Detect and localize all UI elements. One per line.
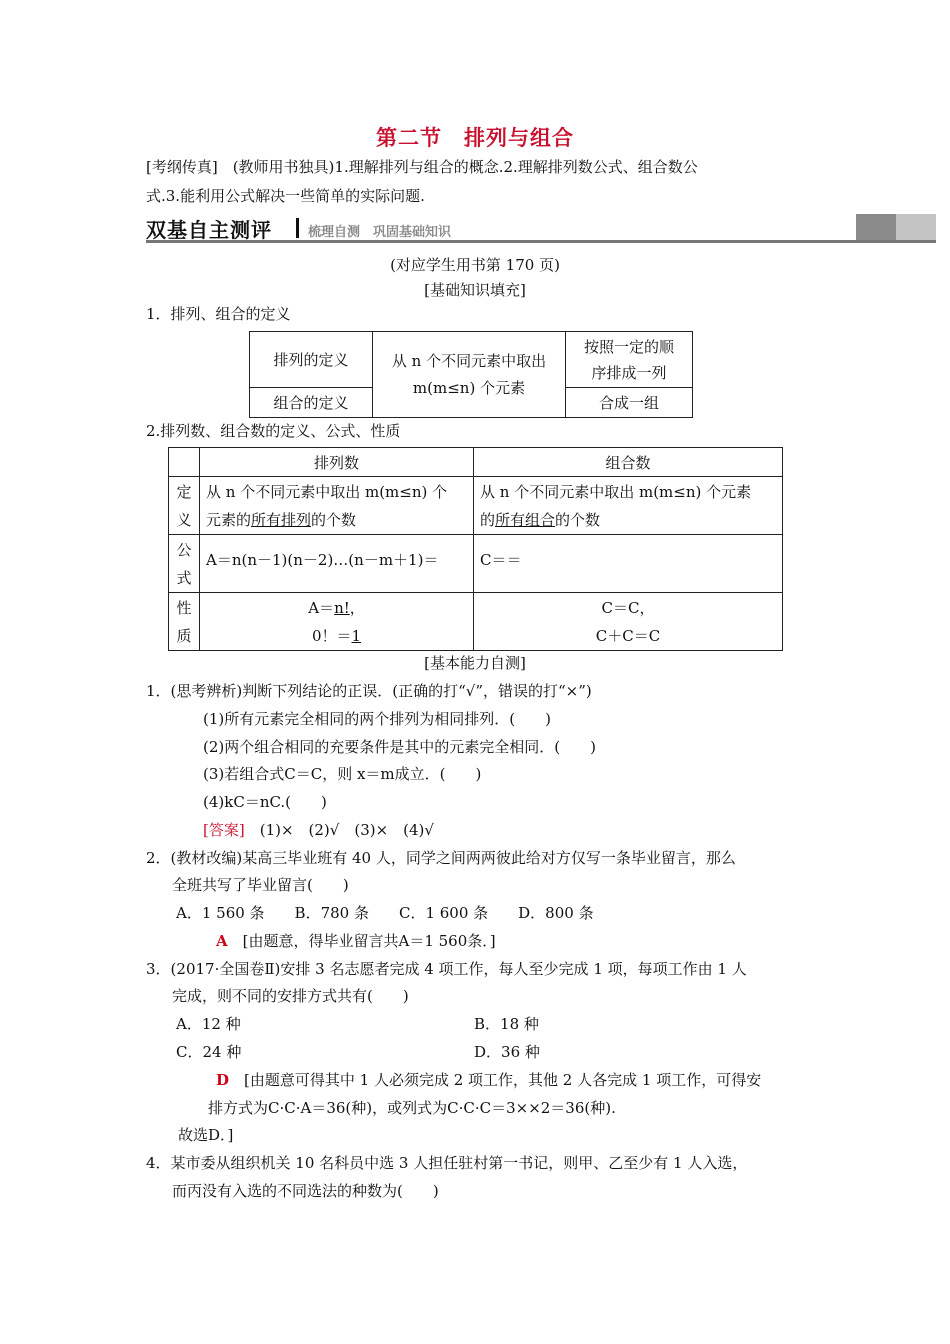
answer-underline: 1	[351, 626, 362, 645]
q3-stem-line2: 完成，则不同的安排方式共有( )	[172, 987, 409, 1005]
perm-property-line1	[206, 594, 467, 622]
row-label-def-2: 义	[176, 510, 192, 529]
answer-text: (1)× (2)√ (3)× (4)√	[244, 821, 434, 839]
answer-letter: A	[216, 932, 228, 950]
answer-underline: n!	[334, 598, 350, 617]
def-common-line1: 从 n 个不同元素中取出	[391, 351, 547, 370]
perm-definition-line1: 从 n 个不同元素中取出 m(m≤n) 个	[206, 482, 448, 501]
text-span: 元素的	[206, 510, 252, 529]
page-reference: (对应学生用书第 170 页)	[390, 256, 560, 274]
q2-stem-line1: 2．(教材改编)某高三毕业班有 40 人，同学之间两两彼此给对方仅写一条毕业留言，那么	[146, 849, 736, 867]
q3-option-d: D．36 种	[474, 1043, 540, 1061]
text-span: 的个数	[311, 510, 357, 529]
comb-formula: C＝＝	[474, 535, 783, 593]
page-title: 第二节 排列与组合	[376, 125, 574, 150]
header-comb: 组合数	[474, 448, 783, 477]
text-span: 的个数	[555, 510, 601, 529]
row-label-formula	[169, 535, 200, 593]
intro-line-1: [考纲传真] (教师用书独具)1.理解排列与组合的概念.2.理解排列数公式、组合数公	[146, 158, 698, 176]
q1-item-1: (1)所有元素完全相同的两个排列为相同排列．( )	[203, 710, 551, 728]
answer-underline: 所有排列	[251, 510, 312, 529]
def-common-line2: m(m≤n) 个元素	[412, 378, 526, 397]
numbers-heading: 2.排列数、组合数的定义、公式、性质	[146, 422, 401, 440]
q3-option-a: A．12 种	[176, 1015, 241, 1033]
row-label-prop-1: 性	[176, 598, 192, 617]
banner-subtitle: 梳理自测 巩固基础知识	[308, 225, 452, 240]
comb-def-action: 合成一组	[566, 388, 693, 418]
header-perm: 排列数	[200, 448, 474, 477]
perm-def-action	[566, 332, 693, 388]
text-span: 的	[480, 510, 496, 529]
intro-line-2: 式.3.能利用公式解决一些简单的实际问题.	[146, 187, 425, 205]
q3-option-b: B．18 种	[474, 1015, 539, 1033]
text-span: A＝	[308, 598, 335, 617]
q3-answer-line2: 排方式为C·C·A＝36(种)，或列式为C·C·C＝3××2＝36(种).	[208, 1099, 616, 1117]
comb-property-line2: C＋C＝C	[595, 626, 661, 645]
row-label-definition	[169, 477, 200, 535]
answer-explanation: [由题意可得其中 1 人必须完成 2 项工作，其他 2 人各完成 1 项工作，可得安	[229, 1071, 762, 1089]
perm-def-action-line2: 序排成一列	[591, 363, 667, 382]
perm-definition-line2	[206, 506, 467, 534]
answer-letter: D	[216, 1071, 230, 1089]
perm-property	[200, 593, 474, 651]
comb-definition-line1: 从 n 个不同元素中取出 m(m≤n) 个元素	[480, 482, 752, 501]
q3-option-c: C．24 种	[176, 1043, 242, 1061]
perm-formula: A＝n(n－1)(n－2)…(n－m＋1)＝	[200, 535, 474, 593]
perm-definition	[200, 477, 474, 535]
row-label-formula-2: 式	[176, 568, 192, 587]
answer-explanation: [由题意，得毕业留言共A＝1 560条．]	[227, 932, 496, 950]
q3-stem-line1: 3．(2017·全国卷Ⅱ)安排 3 名志愿者完成 4 项工作，每人至少完成 1 项，每项工作由 1 人	[146, 960, 747, 978]
corner-cell	[169, 448, 200, 477]
q2-stem-line2: 全班共写了毕业留言( )	[172, 876, 349, 894]
q4-stem-line2: 而丙没有入选的不同选法的种数为( )	[172, 1182, 439, 1200]
row-label-prop-2: 质	[176, 626, 192, 645]
q1-item-2: (2)两个组合相同的充要条件是其中的元素完全相同．( )	[203, 738, 596, 756]
banner-block-light	[896, 214, 936, 240]
banner-separator	[296, 218, 299, 238]
q3-answer-line1	[216, 1069, 761, 1090]
comb-property	[474, 593, 783, 651]
q3-answer-line3: 故选D．]	[178, 1126, 234, 1144]
def-common-cell	[373, 332, 566, 418]
q1-stem: 1．(思考辨析)判断下列结论的正误．(正确的打“√”，错误的打“×”)	[146, 682, 592, 700]
formula-table	[168, 447, 783, 651]
row-label-property	[169, 593, 200, 651]
perm-def-action-line1: 按照一定的顺	[583, 337, 674, 356]
perm-def-label: 排列的定义	[250, 332, 373, 388]
answer-tag: [答案]	[203, 821, 245, 839]
section-fill-heading: [基础知识填充]	[424, 281, 526, 299]
text-span: 0！＝	[311, 626, 352, 645]
definition-table	[249, 331, 693, 418]
q1-item-3: (3)若组合式C＝C，则 x＝m成立．( )	[203, 765, 482, 783]
q2-answer	[216, 930, 496, 951]
row-label-formula-1: 公	[176, 540, 192, 559]
row-label-def-1: 定	[176, 482, 192, 501]
comb-def-label: 组合的定义	[250, 388, 373, 418]
q4-stem-line1: 4．某市委从组织机关 10 名科员中选 3 人担任驻村第一书记，则甲、乙至少有 1 人入选，	[146, 1154, 748, 1172]
perm-property-line2	[206, 622, 467, 650]
comb-property-line1: C＝C，	[601, 598, 655, 617]
section-test-heading: [基本能力自测]	[424, 654, 526, 672]
text-span: ，	[349, 598, 365, 617]
section-banner	[146, 214, 936, 242]
banner-title: 双基自主测评	[146, 218, 272, 242]
answer-underline: 所有组合	[495, 510, 556, 529]
banner-block-dark	[856, 214, 896, 240]
comb-definition	[474, 477, 783, 535]
definition-heading: 1．排列、组合的定义	[146, 305, 291, 323]
q2-options: A．1 560 条 B．780 条 C．1 600 条 D．800 条	[176, 904, 594, 922]
q1-answer	[203, 819, 434, 840]
comb-definition-line2	[480, 506, 776, 534]
q1-item-4: (4)kC＝nC.( )	[203, 793, 327, 811]
